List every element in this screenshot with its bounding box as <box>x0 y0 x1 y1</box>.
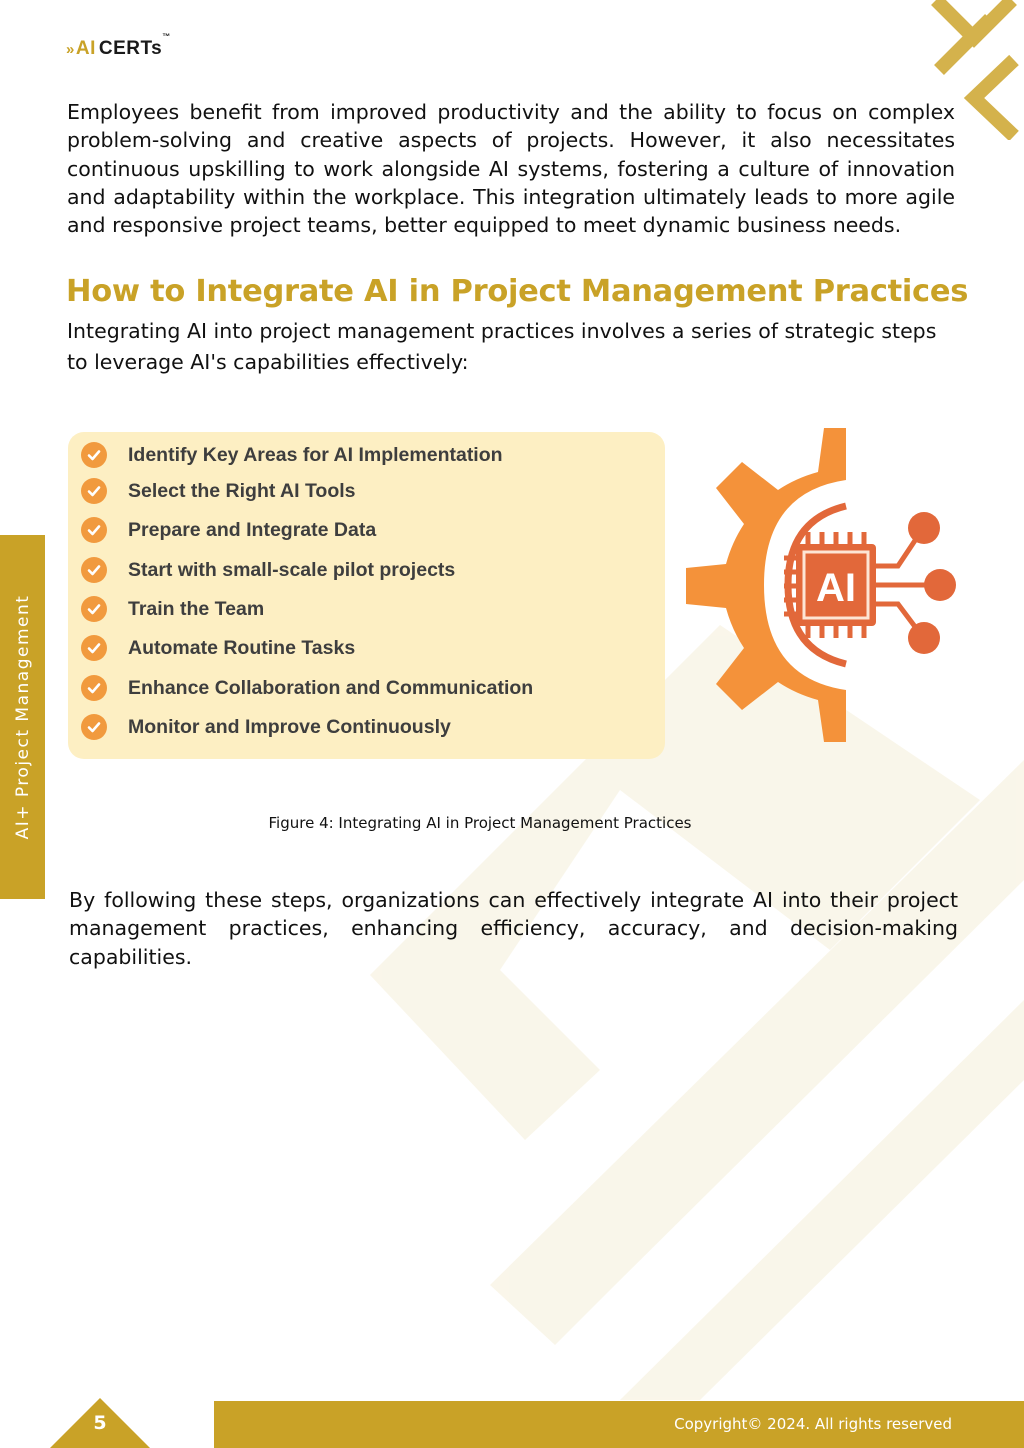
figure-caption: Figure 4: Integrating AI in Project Management Practices <box>268 814 692 832</box>
logo-certs-text: CERTs™ <box>98 32 171 59</box>
steps-list-box <box>68 432 665 759</box>
list-item <box>68 671 665 705</box>
side-course-label: AI+ Project Management <box>12 594 33 840</box>
list-item <box>68 513 665 547</box>
section-intro: Integrating AI into project management practices involves a series of strategic steps to leverage AI's capabilities effectively: <box>67 319 937 374</box>
page-number: 5 <box>93 1412 107 1434</box>
step-label: Identify Key Areas for AI Implementation <box>128 443 503 466</box>
list-item <box>68 553 665 587</box>
aicerts-logo <box>66 32 171 60</box>
logo-chevron-icon: » <box>66 40 75 58</box>
check-icon <box>81 517 107 543</box>
list-item <box>68 474 665 508</box>
check-icon <box>81 714 107 740</box>
list-item <box>68 631 665 665</box>
step-label: Prepare and Integrate Data <box>128 518 377 541</box>
step-label: Select the Right AI Tools <box>128 479 356 502</box>
chip-ai-label: AI <box>816 566 856 610</box>
step-label: Monitor and Improve Continuously <box>128 715 451 738</box>
copyright-text: Copyright© 2024. All rights reserved <box>674 1415 952 1433</box>
check-icon <box>81 442 107 468</box>
list-item <box>68 592 665 626</box>
chip-icon <box>784 532 876 638</box>
ai-gear-illustration <box>684 428 959 742</box>
logo-ai-text: AI <box>75 38 96 59</box>
check-icon <box>81 635 107 661</box>
step-label: Train the Team <box>128 597 265 620</box>
step-label: Start with small-scale pilot projects <box>128 558 456 581</box>
closing-paragraph: By following these steps, organizations can effectively integrate AI into their project management practices, enhancing efficiency, accuracy, and decision-making capabilities. <box>69 888 958 969</box>
list-item <box>68 710 665 744</box>
side-course-tab <box>0 535 45 899</box>
step-label: Automate Routine Tasks <box>128 636 356 659</box>
check-icon <box>81 557 107 583</box>
check-icon <box>81 478 107 504</box>
check-icon <box>81 675 107 701</box>
list-item <box>68 438 665 472</box>
intro-paragraph: Employees benefit from improved productivity and the ability to focus on complex problem-solving and creative aspects of projects. However, it also necessitates continuous upskilling to work alongside AI systems, fostering a culture of innovation and adaptability within the workplace. This integration ultimately leads to more agile and responsive project teams, better equipped to meet dynamic business needs. <box>67 100 955 238</box>
check-icon <box>81 596 107 622</box>
footer-bar <box>214 1401 1024 1448</box>
section-heading: How to Integrate AI in Project Management Practices <box>66 274 969 309</box>
step-label: Enhance Collaboration and Communication <box>128 676 534 699</box>
